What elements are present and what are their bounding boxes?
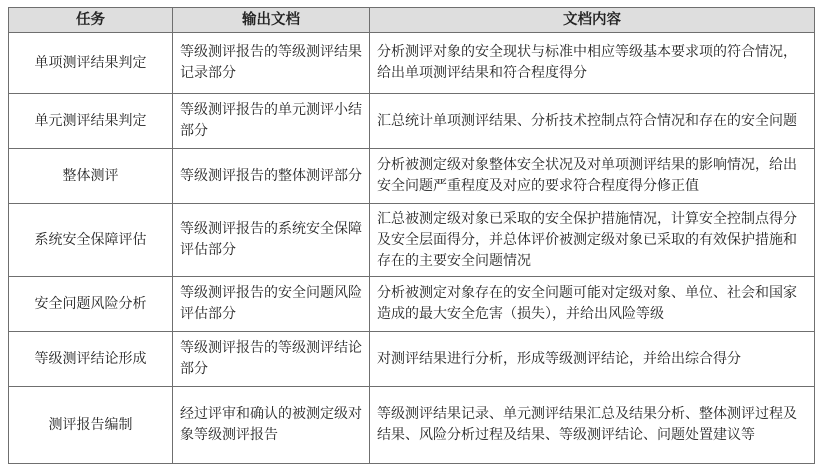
table-row bbox=[9, 94, 815, 149]
table-row bbox=[9, 332, 815, 387]
table-body bbox=[9, 33, 815, 464]
table-header bbox=[9, 8, 815, 33]
output-cell: 等级测评报告的等级测评结论部分 bbox=[173, 332, 370, 387]
content-cell: 分析测评对象的安全现状与标准中相应等级基本要求项的符合情况，给出单项测评结果和符合程度得分 bbox=[370, 33, 815, 94]
output-cell: 等级测评报告的等级测评结果记录部分 bbox=[173, 33, 370, 94]
table-row bbox=[9, 204, 815, 277]
header-task: 任务 bbox=[9, 8, 173, 33]
task-cell: 单项测评结果判定 bbox=[9, 33, 173, 94]
task-cell: 安全问题风险分析 bbox=[9, 277, 173, 332]
task-cell: 整体测评 bbox=[9, 149, 173, 204]
table-row bbox=[9, 387, 815, 464]
task-cell: 等级测评结论形成 bbox=[9, 332, 173, 387]
header-row bbox=[9, 8, 815, 33]
content-cell: 对测评结果进行分析，形成等级测评结论，并给出综合得分 bbox=[370, 332, 815, 387]
header-document-content: 文档内容 bbox=[370, 8, 815, 33]
output-cell: 等级测评报告的安全问题风险评估部分 bbox=[173, 277, 370, 332]
header-output-document: 输出文档 bbox=[173, 8, 370, 33]
evaluation-tasks-table bbox=[8, 7, 815, 464]
task-cell: 系统安全保障评估 bbox=[9, 204, 173, 277]
task-cell: 单元测评结果判定 bbox=[9, 94, 173, 149]
content-cell: 汇总统计单项测评结果、分析技术控制点符合情况和存在的安全问题 bbox=[370, 94, 815, 149]
content-cell: 分析被测定对象存在的安全问题可能对定级对象、单位、社会和国家造成的最大安全危害（损失），并给出风险等级 bbox=[370, 277, 815, 332]
task-cell: 测评报告编制 bbox=[9, 387, 173, 464]
content-cell: 分析被测定级对象整体安全状况及对单项测评结果的影响情况，给出安全问题严重程度及对应的要求符合程度得分修正值 bbox=[370, 149, 815, 204]
content-cell: 汇总被测定级对象已采取的安全保护措施情况，计算安全控制点得分及安全层面得分，并总体评价被测定级对象已采取的有效保护措施和存在的主要安全问题情况 bbox=[370, 204, 815, 277]
output-cell: 等级测评报告的系统安全保障评估部分 bbox=[173, 204, 370, 277]
content-cell: 等级测评结果记录、单元测评结果汇总及结果分析、整体测评过程及结果、风险分析过程及结果、等级测评结论、问题处置建议等 bbox=[370, 387, 815, 464]
output-cell: 经过评审和确认的被测定级对象等级测评报告 bbox=[173, 387, 370, 464]
output-cell: 等级测评报告的整体测评部分 bbox=[173, 149, 370, 204]
table-row bbox=[9, 33, 815, 94]
table-row bbox=[9, 149, 815, 204]
output-cell: 等级测评报告的单元测评小结部分 bbox=[173, 94, 370, 149]
table-row bbox=[9, 277, 815, 332]
